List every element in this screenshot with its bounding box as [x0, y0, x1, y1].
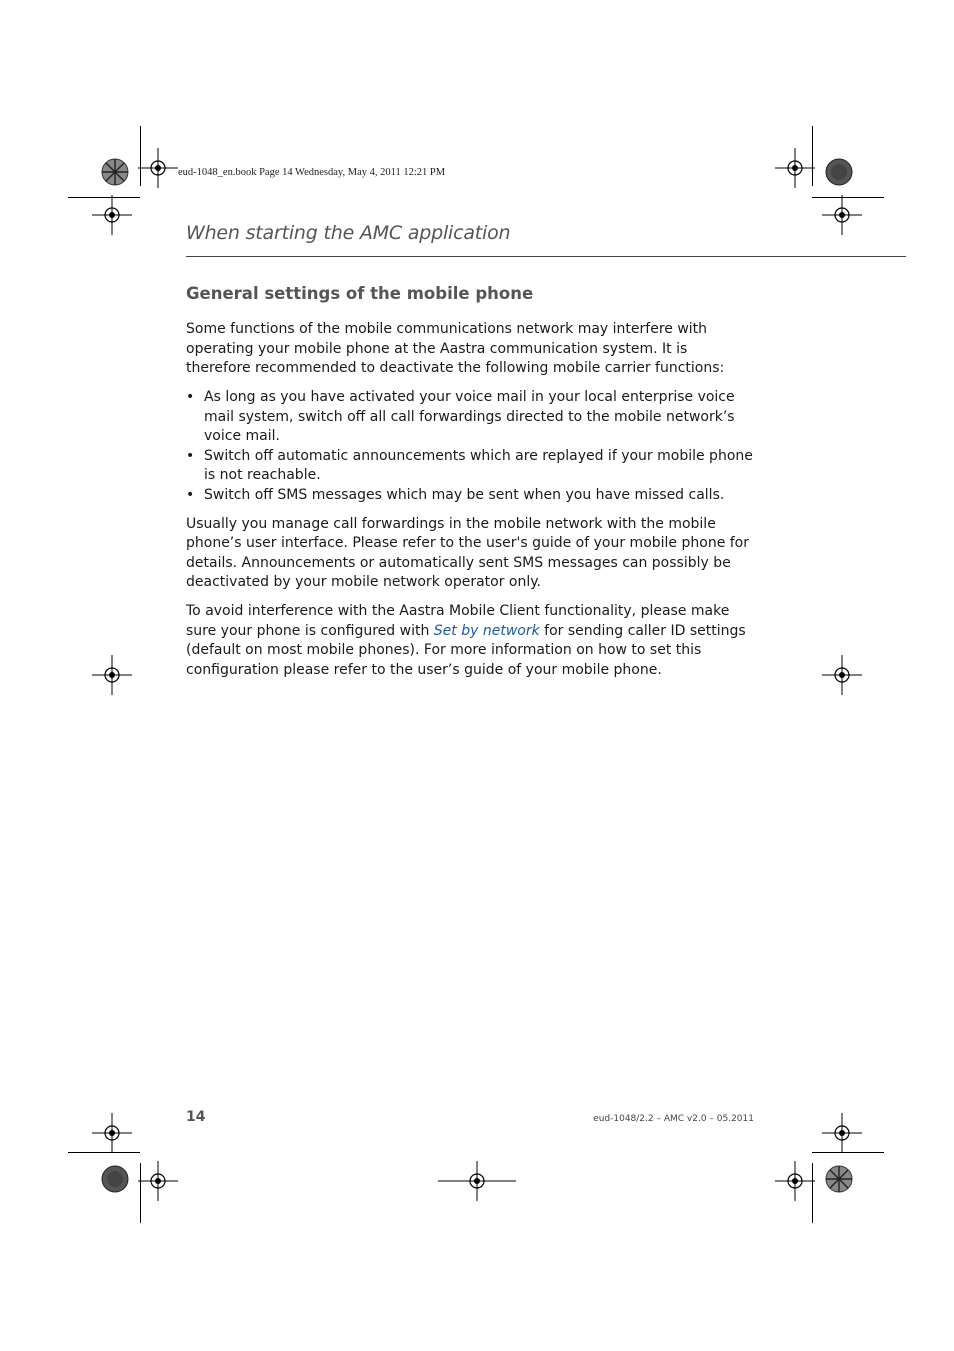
header-rule	[186, 256, 906, 257]
registration-mark-icon	[822, 195, 862, 235]
body-content	[186, 320, 756, 690]
paragraph-text: for sending caller ID settings (default on most mobile phones). For more information on how to set this configuration please refer to the user’s guide of your mobile phone.	[186, 622, 746, 678]
document-id: eud-1048/2.2 – AMC v2.0 – 05.2011	[593, 1114, 754, 1124]
registration-mark-icon	[92, 655, 132, 695]
print-slug: eud-1048_en.book Page 14 Wednesday, May 4, 2011 12:21 PM	[178, 167, 446, 178]
calibration-target-icon	[825, 158, 853, 186]
running-head: When starting the AMC application	[186, 222, 511, 244]
list-item: • As long as you have activated your voice mail in your local enterprise voice mail system, switch off all call forwardings directed to the mobile network’s voice mail.	[186, 388, 756, 447]
forwarding-paragraph: Usually you manage call forwardings in the mobile network with the mobile phone’s user interface. Please refer to the user's guide of your mobile phone for details. Announcements or automatically sent SMS messages can possibly be deactivated by your mobile network operator only.	[186, 515, 750, 590]
bullet-list	[186, 388, 756, 505]
registration-mark-icon	[92, 1113, 132, 1153]
calibration-target-icon	[101, 158, 129, 186]
calibration-target-icon	[825, 1165, 853, 1193]
registration-mark-icon	[775, 148, 815, 188]
registration-mark-icon	[822, 655, 862, 695]
registration-mark-icon	[822, 1113, 862, 1153]
page-number: 14	[186, 1109, 206, 1125]
set-by-network-link[interactable]: Set by network	[433, 622, 540, 639]
calibration-target-icon	[101, 1165, 129, 1193]
paragraph-text: To avoid interference with the Aastra Mobile Client functionality, please make sure your phone is configured with	[186, 603, 730, 639]
list-item: • Switch off automatic announcements which are replayed if your mobile phone is not reachable.	[186, 447, 756, 486]
caller-id-paragraph	[186, 602, 756, 680]
registration-mark-icon	[138, 148, 178, 188]
registration-mark-icon	[775, 1161, 815, 1201]
section-title: General settings of the mobile phone	[186, 284, 534, 303]
list-item: • Switch off SMS messages which may be sent when you have missed calls.	[186, 486, 756, 506]
registration-mark-icon	[92, 195, 132, 235]
intro-paragraph: Some functions of the mobile communications network may interfere with operating your mobile phone at the Aastra communication system. It is therefore recommended to deactivate the following mobile carrier functions:	[186, 321, 725, 376]
registration-mark-icon	[438, 1161, 516, 1201]
registration-mark-icon	[138, 1161, 178, 1201]
